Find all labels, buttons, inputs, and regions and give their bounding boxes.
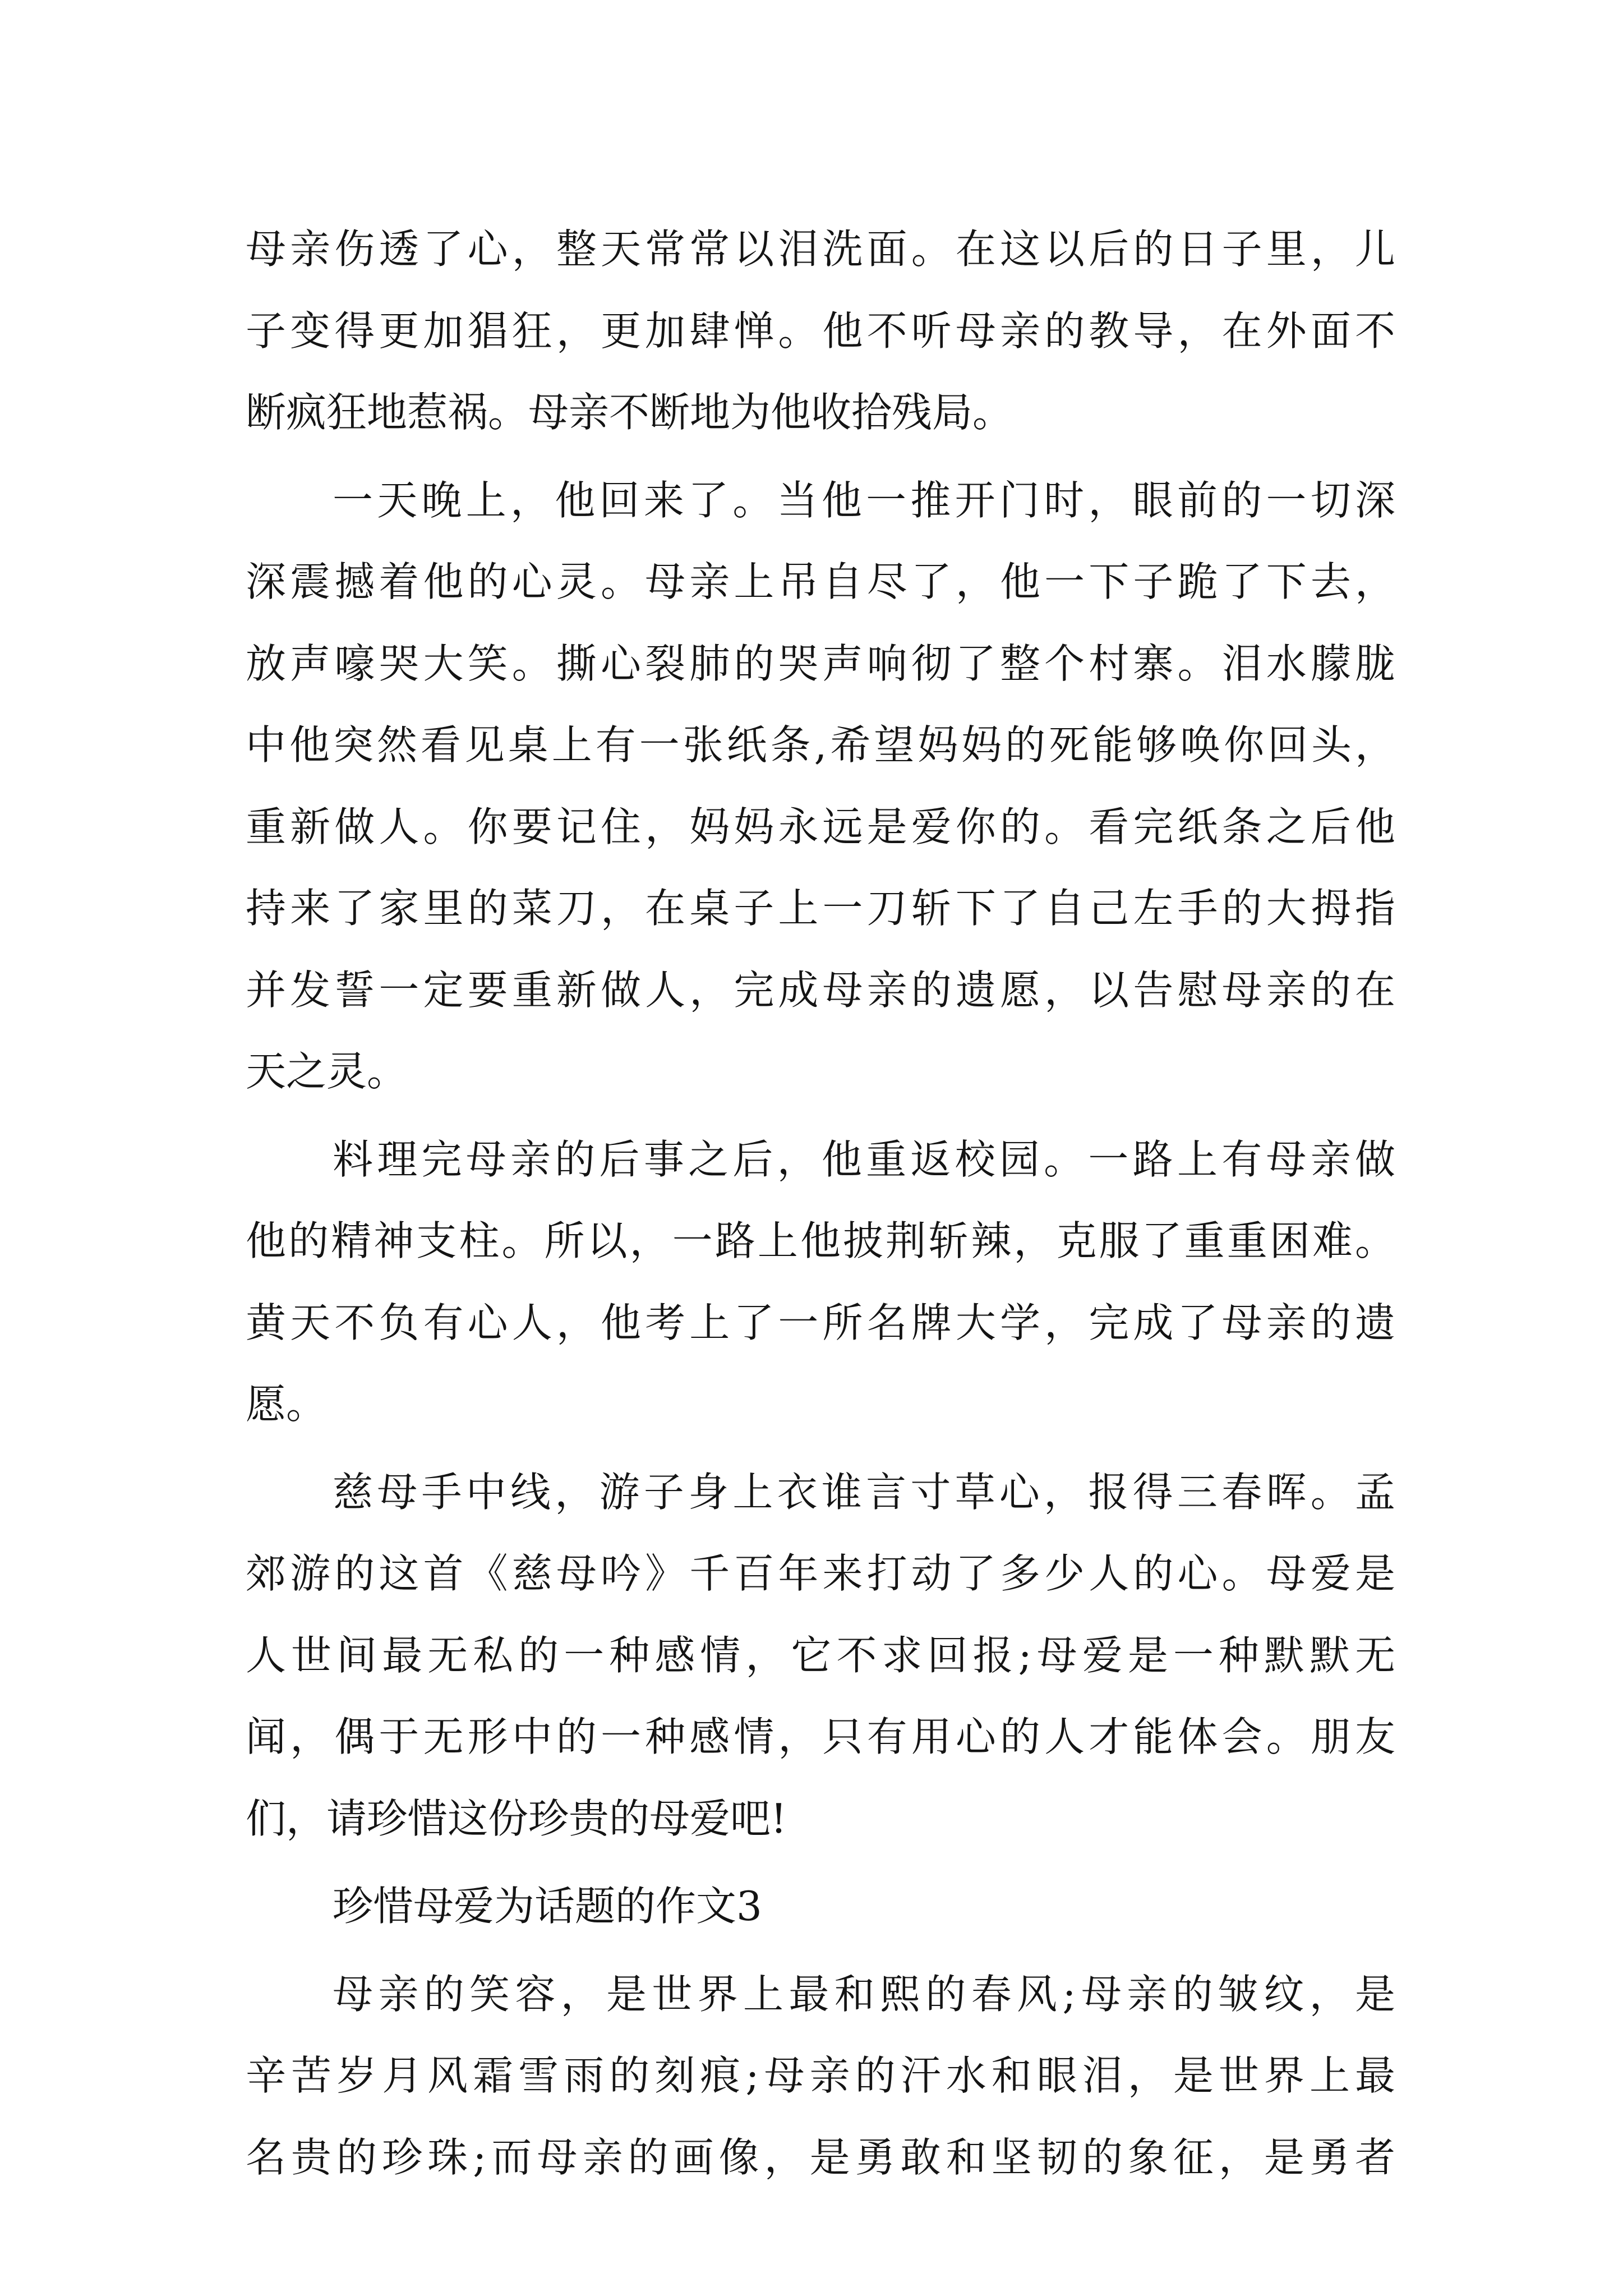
- text-line: 并发誓一定要重新做人，完成母亲的遗愿，以告慰母亲的在: [246, 966, 1395, 1014]
- text-line: 断疯狂地惹祸。母亲不断地为他收拾残局。: [246, 389, 1013, 436]
- text-line: 闻，偶于无形中的一种感情，只有用心的人才能体会。朋友: [246, 1713, 1395, 1760]
- text-line: 母亲的笑容，是世界上最和熙的春风;母亲的皱纹，是: [333, 1970, 1395, 2018]
- text-line: 深震撼着他的心灵。母亲上吊自尽了，他一下子跪了下去，: [246, 558, 1395, 605]
- text-line: 黄天不负有心人，他考上了一所名牌大学，完成了母亲的遗: [246, 1299, 1395, 1346]
- text-line: 郊游的这首《慈母吟》千百年来打动了多少人的心。母爱是: [246, 1550, 1395, 1597]
- text-line: 天之灵。: [246, 1048, 408, 1095]
- text-line: 重新做人。你要记住，妈妈永远是爱你的。看完纸条之后他: [246, 803, 1395, 850]
- text-line: 名贵的珍珠;而母亲的画像，是勇敢和坚韧的象征，是勇者: [246, 2133, 1395, 2181]
- text-line: 慈母手中线，游子身上衣谁言寸草心，报得三春晖。孟: [333, 1468, 1395, 1516]
- text-line: 们，请珍惜这份珍贵的母爱吧!: [246, 1795, 787, 1842]
- text-line: 他的精神支柱。所以，一路上他披荆斩辣，克服了重重困难。: [246, 1217, 1395, 1264]
- body-text: [246, 209, 1395, 2198]
- text-line: 人世间最无私的一种感情，它不求回报;母爱是一种默默无: [246, 1631, 1395, 1679]
- text-line: 料理完母亲的后事之后，他重返校园。一路上有母亲做: [333, 1135, 1395, 1183]
- text-line: 辛苦岁月风霜雪雨的刻痕;母亲的汗水和眼泪，是世界上最: [246, 2052, 1395, 2099]
- text-line: 子变得更加猖狂，更加肆惮。他不听母亲的教导，在外面不: [246, 307, 1395, 355]
- text-line: 放声嚎哭大笑。撕心裂肺的哭声响彻了整个村寨。泪水朦胧: [246, 639, 1395, 687]
- text-line: 愿。: [246, 1381, 327, 1428]
- text-line: 持来了家里的菜刀，在桌子上一刀斩下了自己左手的大拇指: [246, 885, 1395, 932]
- text-line: 中他突然看见桌上有一张纸条,希望妈妈的死能够唤你回头，: [246, 721, 1395, 769]
- text-line: 母亲伤透了心，整天常常以泪洗面。在这以后的日子里，儿: [246, 226, 1395, 273]
- text-line: 一天晚上，他回来了。当他一推开门时，眼前的一切深: [333, 476, 1395, 524]
- section-heading: 珍惜母爱为话题的作文3: [333, 1883, 762, 1930]
